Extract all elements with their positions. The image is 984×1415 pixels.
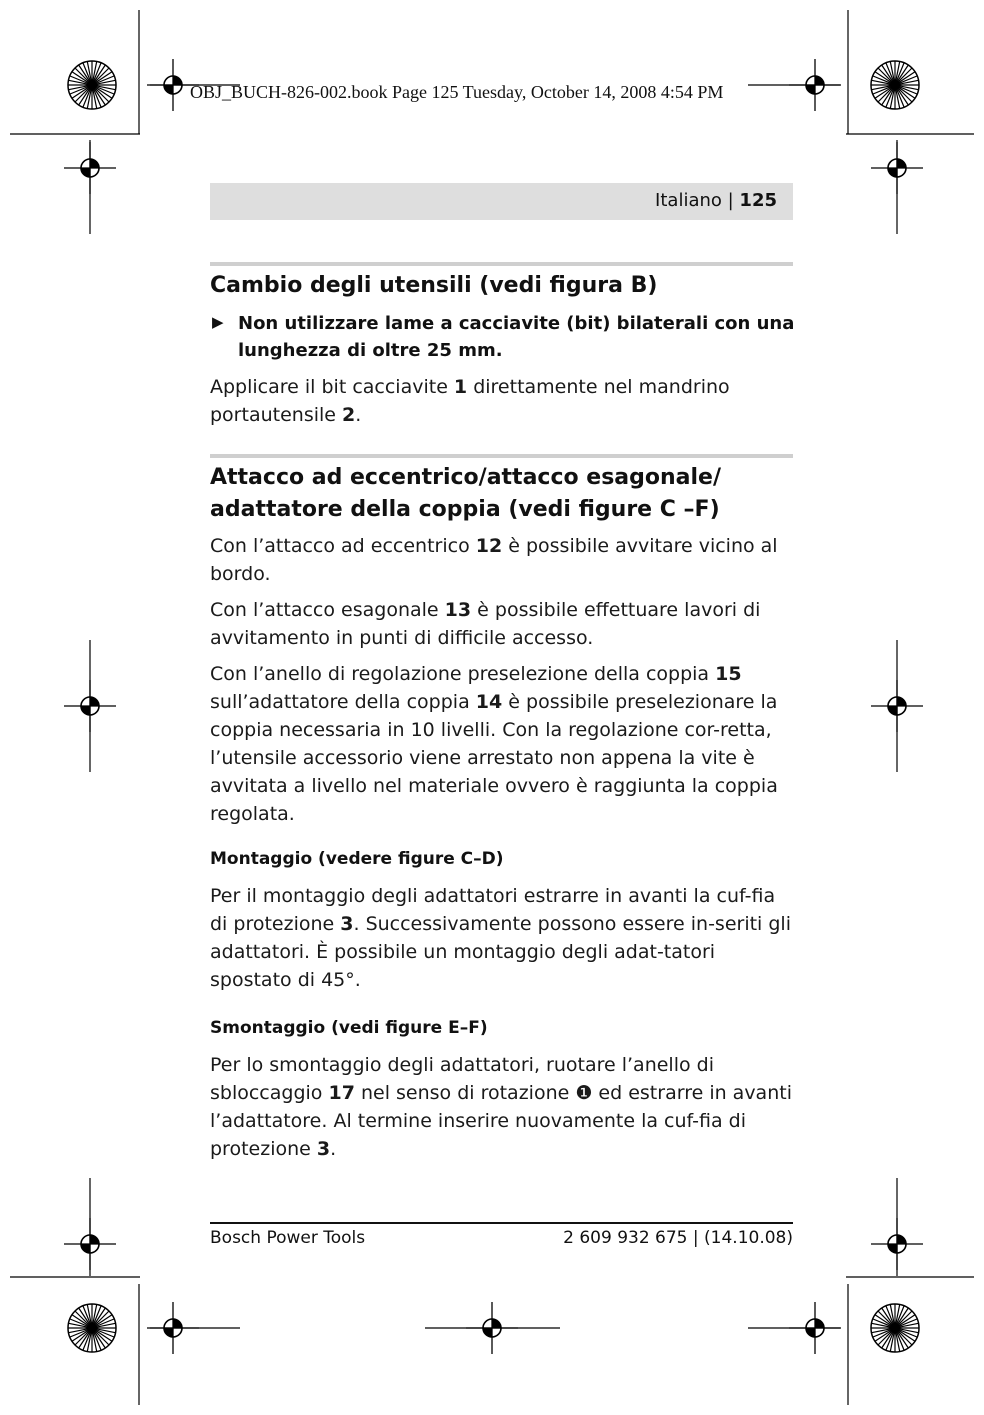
header-page-number: 125 — [739, 190, 777, 211]
page-header — [210, 183, 793, 220]
section-rule — [210, 454, 793, 458]
footer-rule — [210, 1222, 793, 1224]
paragraph: Con l’attacco ad eccentrico 12 è possibile avvitare vicino al bordo. — [210, 535, 778, 585]
warning-text: Non utilizzare lame a cacciavite (bit) bilaterali con una lunghezza di oltre 25 mm. — [238, 313, 795, 361]
print-info: OBJ_BUCH-826-002.book Page 125 Tuesday, October 14, 2008 4:54 PM — [190, 82, 724, 102]
subsection-title: Smontaggio (vedi figure E–F) — [210, 1018, 488, 1038]
rotation-symbol: ❶ — [575, 1082, 593, 1104]
section-title: Attacco ad eccentrico/attacco esagonale/ adattatore della coppia (vedi figure C –F) — [210, 465, 722, 522]
section-rule — [210, 262, 793, 266]
bullet-arrow-icon: ▶ — [212, 313, 224, 331]
subsection-title: Montaggio (vedere figure C–D) — [210, 849, 504, 869]
header-text — [655, 190, 777, 211]
footer-docinfo: 2 609 932 675 | (14.10.08) — [563, 1228, 793, 1248]
paragraph: Applicare il bit cacciavite 1 direttamente nel mandrino portautensile 2. — [210, 376, 730, 426]
footer-brand: Bosch Power Tools — [210, 1228, 366, 1248]
paragraph: Con l’anello di regolazione preselezione della coppia 15 sull’adattatore della coppia 14 è possibile preselezionare la coppia necessaria in 10 livelli. Con la regolazione cor-retta, l’utensile accessorio viene arrestato non appena la vite è avvitata a livello nel materiale ovvero è raggiunta la coppia regolata. — [210, 663, 778, 825]
header-separator: | — [721, 190, 740, 211]
paragraph: Con l’attacco esagonale 13 è possibile effettuare lavori di avvitamento in punti di difficile accesso. — [210, 599, 761, 649]
paragraph: Per il montaggio degli adattatori estrarre in avanti la cuf-fia di protezione 3. Successivamente possono essere in-seriti gli adattatori. È possibile un montaggio degli adat-tatori spostato di 45°. — [210, 885, 791, 991]
header-language: Italiano — [655, 190, 722, 211]
paragraph: Per lo smontaggio degli adattatori, ruotare l’anello di sbloccaggio 17 nel senso di rotazione ❶ ed estrarre in avanti l’adattatore. Al termine inserire nuovamente la cuf-fia di protezione 3. — [210, 1054, 792, 1160]
section-title: Cambio degli utensili (vedi figura B) — [210, 273, 658, 298]
